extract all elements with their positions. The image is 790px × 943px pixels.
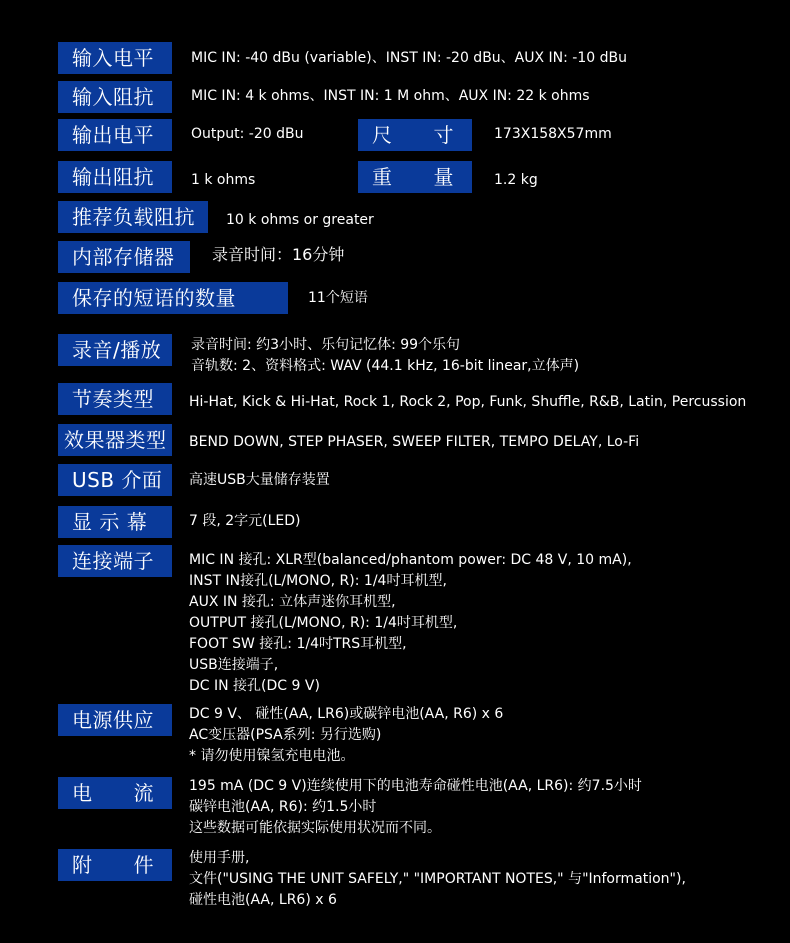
label-usb: USB 介面 (58, 464, 172, 496)
label-dimensions: 尺 寸 (358, 119, 472, 151)
label-display: 显 示 幕 (58, 506, 172, 538)
value-dimensions: 173X158X57mm (494, 126, 612, 142)
current-line-1: 195 mA (DC 9 V)连续使用下的电池寿命碰性电池(AA, LR6): 约7.5小时 (189, 778, 642, 794)
record-play-line-2: 音轨数: 2、资料格式: WAV (44.1 kHz, 16-bit linear,立体声) (191, 358, 580, 374)
value-power-supply (189, 704, 503, 767)
current-line-3: 这些数据可能依据实际使用状况而不同。 (189, 820, 441, 836)
label-phrase-count: 保存的短语的数量 (58, 282, 288, 314)
accessories-line-3: 碰性电池(AA, LR6) x 6 (189, 892, 337, 908)
power-supply-line-3: * 请勿使用镍氢充电电池。 (189, 748, 355, 764)
connectors-line-2: INST IN接孔(L/MONO, R): 1/4吋耳机型, (189, 573, 447, 589)
label-power-supply: 电源供应 (58, 704, 172, 736)
label-weight: 重 量 (358, 161, 472, 193)
label-input-impedance: 输入阻抗 (58, 81, 172, 113)
value-recommended-load: 10 k ohms or greater (226, 212, 374, 228)
connectors-line-5: FOOT SW 接孔: 1/4吋TRS耳机型, (189, 636, 407, 652)
power-supply-line-1: DC 9 V、 碰性(AA, LR6)或碳锌电池(AA, R6) x 6 (189, 706, 504, 722)
label-recommended-load: 推荐负载阻抗 (58, 201, 208, 233)
label-connectors: 连接端子 (58, 545, 172, 577)
accessories-line-1: 使用手册, (189, 850, 250, 866)
record-play-line-1: 录音时间: 约3小时、乐句记忆体: 99个乐句 (191, 337, 461, 353)
label-internal-memory: 内部存储器 (58, 241, 190, 273)
label-current: 电 流 (58, 777, 172, 809)
value-phrase-count: 11个短语 (308, 290, 368, 306)
power-supply-line-2: AC变压器(PSA系列: 另行选购) (189, 727, 382, 743)
label-output-impedance: 输出阻抗 (58, 161, 172, 193)
value-input-level: MIC IN: -40 dBu (variable)、INST IN: -20 dBu、AUX IN: -10 dBu (191, 50, 627, 66)
value-output-level: Output: -20 dBu (191, 126, 304, 142)
connectors-line-1: MIC IN 接孔: XLR型(balanced/phantom power: DC 48 V, 10 mA), (189, 552, 632, 568)
label-input-level: 输入电平 (58, 42, 172, 74)
value-usb: 高速USB大量储存装置 (189, 472, 330, 488)
value-internal-memory: 录音时间：16分钟 (212, 245, 345, 264)
label-record-play: 录音/播放 (58, 334, 172, 366)
connectors-line-6: USB连接端子, (189, 657, 279, 673)
connectors-line-3: AUX IN 接孔: 立体声迷你耳机型, (189, 594, 396, 610)
connectors-line-7: DC IN 接孔(DC 9 V) (189, 678, 320, 694)
value-record-play (191, 335, 579, 377)
label-output-level: 输出电平 (58, 119, 172, 151)
connectors-line-4: OUTPUT 接孔(L/MONO, R): 1/4吋耳机型, (189, 615, 458, 631)
value-effect-types: BEND DOWN, STEP PHASER, SWEEP FILTER, TEMPO DELAY, Lo-Fi (189, 434, 640, 450)
label-rhythm-types: 节奏类型 (58, 383, 172, 415)
value-rhythm-types: Hi-Hat, Kick & Hi-Hat, Rock 1, Rock 2, Pop, Funk, Shuffle, R&B, Latin, Percussion (189, 394, 747, 410)
value-input-impedance: MIC IN: 4 k ohms、INST IN: 1 M ohm、AUX IN: 22 k ohms (191, 88, 590, 104)
current-line-2: 碳锌电池(AA, R6): 约1.5小时 (189, 799, 377, 815)
accessories-line-2: 文件("USING THE UNIT SAFELY," "IMPORTANT NOTES," 与"Information"), (189, 871, 686, 887)
value-display: 7 段, 2字元(LED) (189, 513, 301, 529)
value-current (189, 776, 642, 839)
value-accessories (189, 848, 686, 911)
value-connectors (189, 550, 632, 697)
value-output-impedance: 1 k ohms (191, 172, 256, 188)
label-accessories: 附 件 (58, 849, 172, 881)
value-weight: 1.2 kg (494, 172, 538, 188)
label-effect-types: 效果器类型 (58, 424, 172, 456)
